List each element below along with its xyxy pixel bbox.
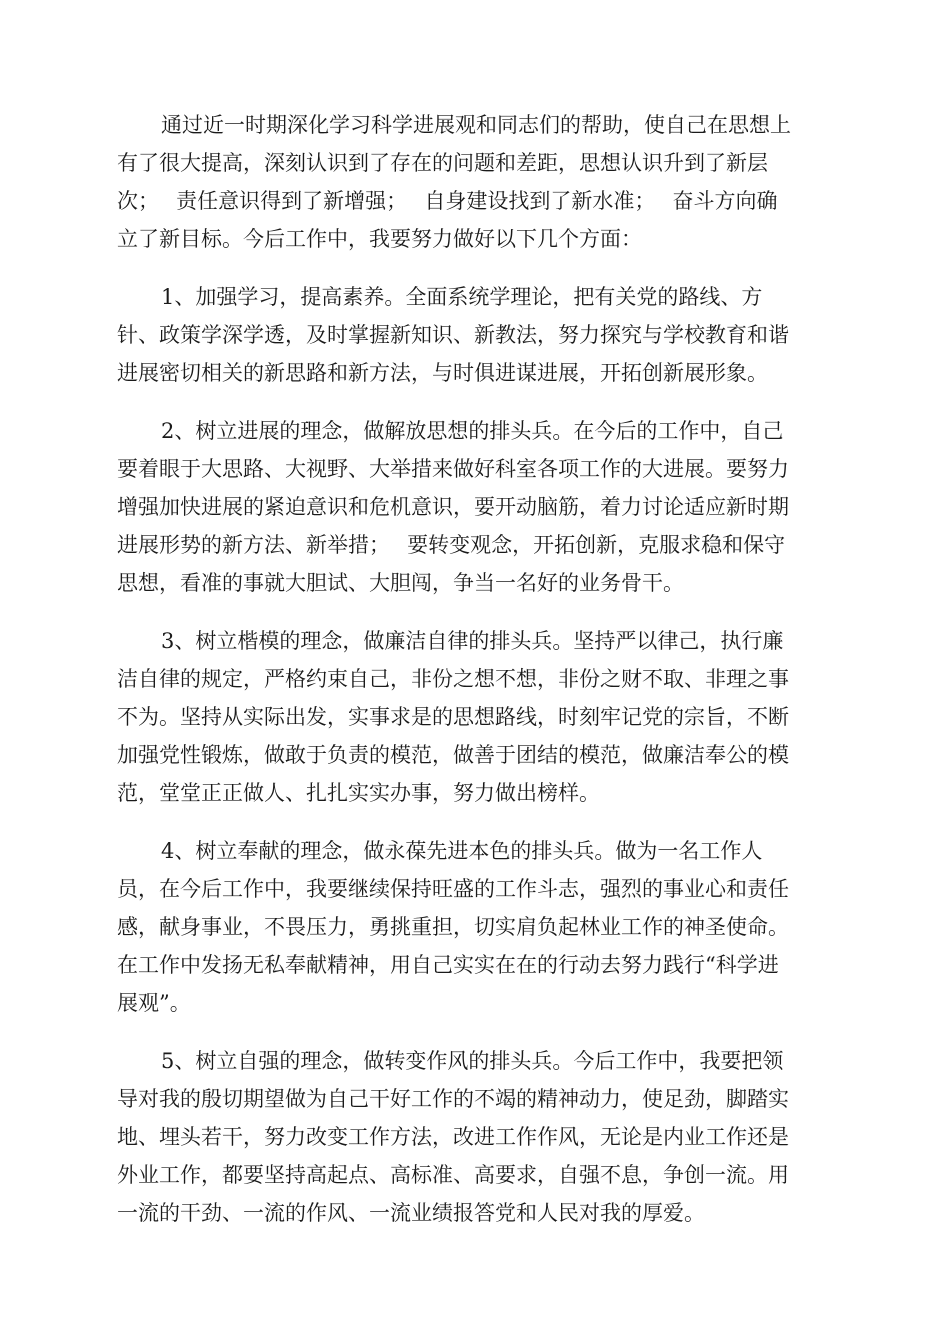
text-line: 有了很大提高，深刻认识到了存在的问题和差距，思想认识升到了新层 <box>117 151 768 175</box>
paragraph-point-3 <box>117 622 833 812</box>
text-line: 思想，看准的事就大胆试、大胆闯，争当一名好的业务骨干。 <box>117 571 684 595</box>
text-line: 通过近一时期深化学习科学进展观和同志们的帮助，使自己在思想上 <box>161 113 791 137</box>
text-line: 次； 责任意识得到了新增强； 自身建设找到了新水准； 奋斗方向确 <box>117 189 778 213</box>
paragraph-point-5 <box>117 1042 833 1232</box>
document-body <box>117 106 833 1252</box>
text-line: 3、树立楷模的理念，做廉洁自律的排头兵。坚持严以律己，执行廉 <box>161 629 784 653</box>
text-line: 1、加强学习，提高素养。全面系统学理论，把有关党的路线、方 <box>161 285 763 309</box>
text-line: 进展形势的新方法、新举措； 要转变观念，开拓创新，克服求稳和保守 <box>117 533 786 557</box>
text-line: 导对我的殷切期望做为自己干好工作的不竭的精神动力，使足劲，脚踏实 <box>117 1087 789 1111</box>
text-line: 2、树立进展的理念，做解放思想的排头兵。在今后的工作中，自己 <box>161 419 784 443</box>
paragraph-point-2 <box>117 412 833 602</box>
text-line: 地、埋头若干，努力改变工作方法，改进工作作风，无论是内业工作还是 <box>117 1125 789 1149</box>
text-line: 员，在今后工作中，我要继续保持旺盛的工作斗志，强烈的事业心和责任 <box>117 877 789 901</box>
text-line: 4、树立奉献的理念，做永葆先进本色的排头兵。做为一名工作人 <box>161 839 763 863</box>
text-line: 增强加快进展的紧迫意识和危机意识，要开动脑筋，着力讨论适应新时期 <box>117 495 789 519</box>
text-line: 在工作中发扬无私奉献精神，用自己实实在在的行动去努力践行“科学进 <box>117 953 779 977</box>
text-line: 外业工作，都要坚持高起点、高标准、高要求，自强不息，争创一流。用 <box>117 1163 789 1187</box>
text-line: 不为。坚持从实际出发，实事求是的思想路线，时刻牢记党的宗旨，不断 <box>117 705 789 729</box>
paragraph-point-4 <box>117 832 833 1022</box>
text-line: 加强党性锻炼，做敢于负责的模范，做善于团结的模范，做廉洁奉公的模 <box>117 743 789 767</box>
text-line: 洁自律的规定，严格约束自己，非份之想不想，非份之财不取、非理之事 <box>117 667 789 691</box>
text-line: 5、树立自强的理念，做转变作风的排头兵。今后工作中，我要把领 <box>161 1049 784 1073</box>
text-line: 展观”。 <box>117 991 191 1015</box>
text-line: 立了新目标。今后工作中，我要努力做好以下几个方面： <box>117 227 642 251</box>
text-line: 范，堂堂正正做人、扎扎实实办事，努力做出榜样。 <box>117 781 600 805</box>
text-line: 一流的干劲、一流的作风、一流业绩报答党和人民对我的厚爱。 <box>117 1201 705 1225</box>
text-line: 针、政策学深学透，及时掌握新知识、新教法，努力探究与学校教育和谐 <box>117 323 789 347</box>
text-line: 感，献身事业，不畏压力，勇挑重担，切实肩负起林业工作的神圣使命。 <box>117 915 789 939</box>
paragraph-point-1 <box>117 278 833 392</box>
paragraph-intro <box>117 106 833 258</box>
text-line: 进展密切相关的新思路和新方法，与时俱进谋进展，开拓创新展形象。 <box>117 361 768 385</box>
text-line: 要着眼于大思路、大视野、大举措来做好科室各项工作的大进展。要努力 <box>117 457 789 481</box>
